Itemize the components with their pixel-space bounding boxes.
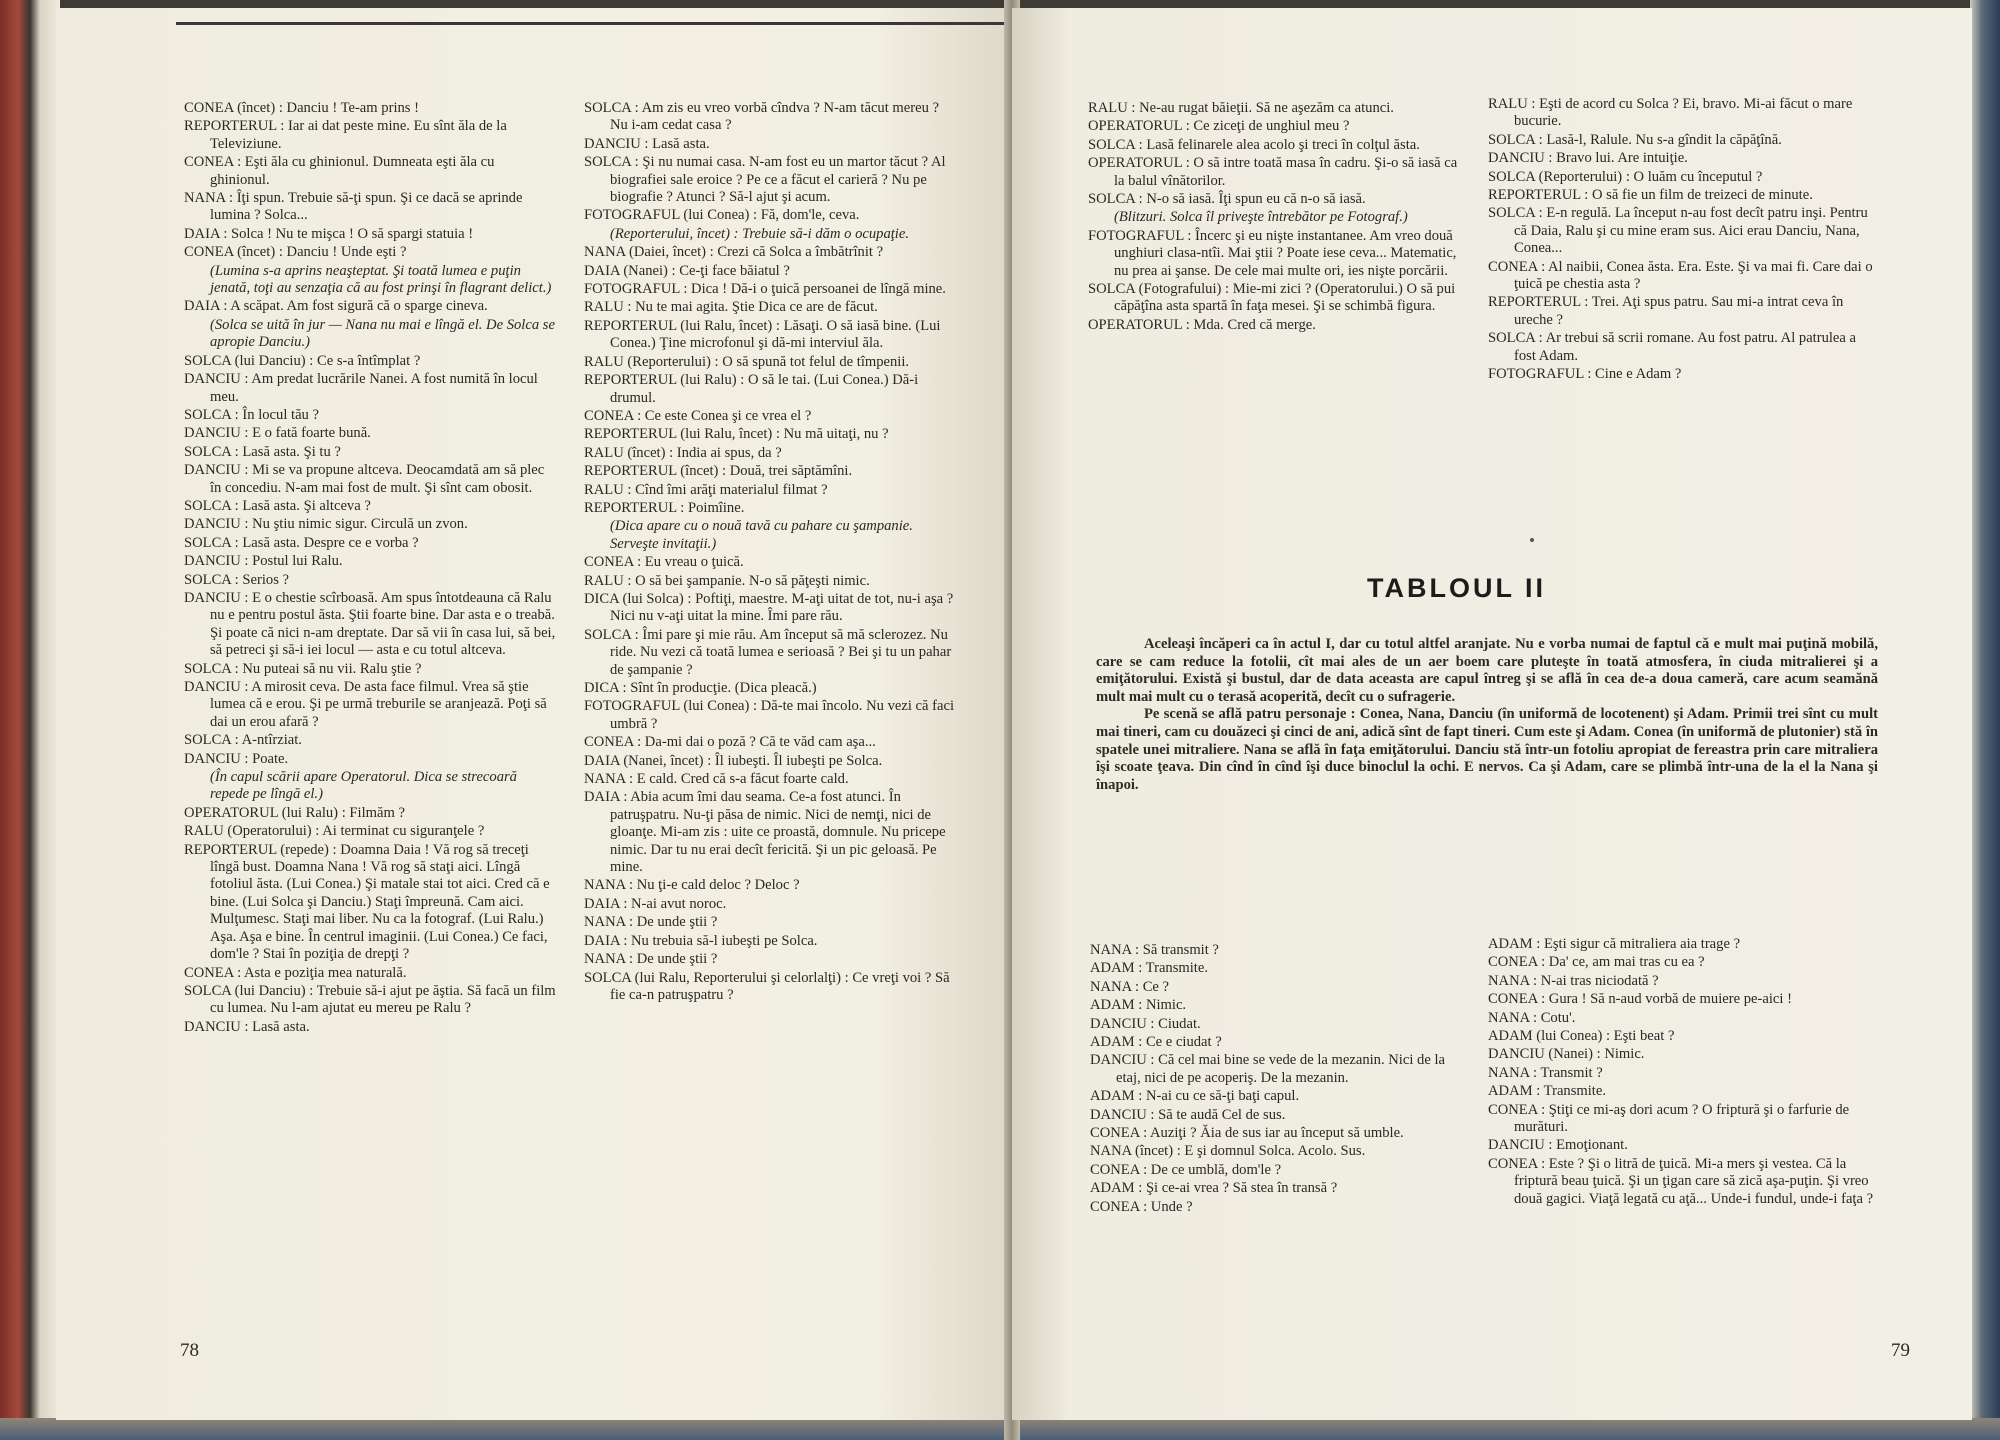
dialogue-line: NANA (încet) : E şi domnul Solca. Acolo. Sus. <box>1090 1143 1366 1160</box>
right-page-column-3 <box>1090 942 1462 1217</box>
dialogue-line: NANA : Îţi spun. Trebuie să-ţi spun. Şi ce dacă se aprinde lumina ? Solca... <box>184 190 523 224</box>
dialogue-line: NANA : Să transmit ? <box>1090 942 1219 958</box>
right-page <box>1012 8 1972 1420</box>
dialogue-line: DANCIU : Ciudat. <box>1090 1015 1201 1032</box>
dialogue-line: REPORTERUL : O să fie un film de treizeci de minute. <box>1488 187 1813 204</box>
dialogue-line: SOLCA (lui Danciu) : Ce s-a întîmplat ? <box>184 352 421 369</box>
dialogue-line: ADAM : Şi ce-ai vrea ? Să stea în transă ? <box>1090 1180 1338 1197</box>
dialogue-line: DANCIU : Că cel mai bine se vede de la mezanin. Nici de la etaj, nici de pe acoperiş. De la mezanin. <box>1090 1052 1445 1086</box>
dialogue-line: NANA : De unde ştii ? <box>584 951 718 968</box>
left-page-column-2 <box>584 100 960 1005</box>
right-page-column-4 <box>1488 936 1874 1209</box>
dialogue-line: CONEA : Eu vreau o ţuică. <box>584 554 744 571</box>
dialogue-line: ADAM (lui Conea) : Eşti beat ? <box>1488 1028 1675 1045</box>
dialogue-line: NANA (Daiei, încet) : Crezi că Solca a îmbătrînit ? <box>584 244 884 261</box>
dialogue-line: FOTOGRAFUL : Dica ! Dă-i o ţuică persoanei de lîngă mine. <box>584 281 946 298</box>
page-number-right: 79 <box>1891 1340 1910 1361</box>
dialogue-line: SOLCA : Ar trebui să scrii romane. Au fost patru. Al patrulea a fost Adam. <box>1488 330 1857 364</box>
dialogue-line: SOLCA : Lasă asta. Şi tu ? <box>184 443 341 460</box>
description-paragraph: Pe scenă se află patru personaje : Conea, Nana, Danciu (în uniformă de locotenent) şi Adam. Primii trei sînt cu mult mai tineri, cam cu douăzeci şi cinci de ani, adică sînt de fapt tineri. Cum este şi Adam. Conea (în uniformă de plutonier) stă în spatele unei mitraliere. Nana se află în faţa emiţătorului. Danciu stă într-un fotoliu apropiat de fereastra prin care mitraliera îşi scoate ţeava. Din cînd în cînd îşi duce binoclul la ochi. E nervos. Ca şi Adam, care se plimbă într-una de la el la Nana şi înapoi. <box>1096 706 1878 793</box>
dialogue-line: NANA : Cotu'. <box>1488 1009 1576 1026</box>
dialogue-line: DANCIU (Nanei) : Nimic. <box>1488 1046 1645 1063</box>
dialogue-line: DAIA (Nanei) : Ce-ţi face băiatul ? <box>584 262 790 279</box>
dialogue-line: DAIA : Solca ! Nu te mişca ! O să spargi statuia ! <box>184 225 474 242</box>
dialogue-line: REPORTERUL : Poimîine. <box>584 499 745 516</box>
dialogue-line: NANA : De unde ştii ? <box>584 914 718 931</box>
dialogue-line: DANCIU : Poate. <box>184 750 289 767</box>
dialogue-line: CONEA : Unde ? <box>1090 1198 1193 1215</box>
dialogue-line: SOLCA : Îmi pare şi mie rău. Am început să mă sclerozez. Nu ride. Nu vezi că toată lumea e serioasă ? Bei şi tu un pahar de şampanie ? <box>584 626 952 678</box>
right-page-column-1 <box>1088 100 1464 335</box>
dialogue-line: REPORTERUL : Trei. Aţi spus patru. Sau mi-a intrat ceva în ureche ? <box>1488 294 1844 328</box>
left-page <box>56 8 1016 1420</box>
dialogue-line: SOLCA : Serios ? <box>184 571 289 588</box>
dialogue-line: CONEA : Da' ce, am mai tras cu ea ? <box>1488 954 1705 971</box>
dialogue-line: ADAM : Eşti sigur că mitraliera aia trage ? <box>1488 936 1741 952</box>
top-rule <box>176 22 1016 25</box>
dialogue-line: NANA : Nu ţi-e cald deloc ? Deloc ? <box>584 877 800 894</box>
dialogue-line: ADAM : Transmite. <box>1090 960 1208 977</box>
dialogue-line: RALU : Eşti de acord cu Solca ? Ei, bravo. Mi-ai făcut o mare bucurie. <box>1488 96 1853 130</box>
dialogue-line: SOLCA : Lasă-l, Ralule. Nu s-a gîndit la căpăţînă. <box>1488 131 1782 148</box>
dialogue-line: SOLCA : În locul tău ? <box>184 406 319 423</box>
left-page-column-1 <box>184 100 556 1037</box>
dialogue-line: DANCIU : Am predat lucrările Nanei. A fost numită în locul meu. <box>184 371 538 405</box>
dialogue-line: FOTOGRAFUL (lui Conea) : Fă, dom'le, ceva. <box>584 207 860 224</box>
dialogue-line: SOLCA (lui Danciu) : Trebuie să-i ajut pe ăştia. Să facă un film cu lumea. Nu l-am ajutat eu mereu pe Ralu ? <box>184 982 556 1017</box>
dialogue-line: NANA : Ce ? <box>1090 978 1170 995</box>
dialogue-line: SOLCA : Şi nu numai casa. N-am fost eu un martor tăcut ? Al biografiei sale eroice ? Pe ce a făcut el carieră ? Nu pe biografie ? Atunci ? Să-l ajut şi acum. <box>584 154 946 206</box>
dialogue-line: RALU : Nu te mai agita. Ştie Dica ce are de făcut. <box>584 299 878 316</box>
dialogue-line: CONEA : Asta e poziţia mea naturală. <box>184 964 407 981</box>
stage-direction: (Dica apare cu o nouă tavă cu pahare cu şampanie. Serveşte invitaţii.) <box>610 518 913 552</box>
dialogue-line: DANCIU : Bravo lui. Are intuiţie. <box>1488 150 1688 167</box>
dialogue-line: SOLCA : Nu puteai să nu vii. Ralu ştie ? <box>184 660 422 677</box>
book-cover-bottom-edge <box>0 1418 2000 1440</box>
dialogue-line: REPORTERUL : Iar ai dat peste mine. Eu sînt ăla de la Televiziune. <box>184 118 507 152</box>
dialogue-line: DANCIU : E o chestie scîrboasă. Am spus întotdeauna că Ralu nu e pentru postul ăsta. Ştii foarte bine. Dar asta e o treabă. Şi poate că nici n-am dreptate. Dar să vii în casa lui, să bei, să petreci şi să-i iei locul — asta e cu totul altceva. <box>184 589 556 659</box>
dialogue-line: CONEA : Al naibii, Conea ăsta. Era. Este. Şi va mai fi. Care dai o ţuică pe chestia asta ? <box>1488 258 1873 293</box>
dialogue-line: REPORTERUL (încet) : Două, trei săptămîni. <box>584 463 853 480</box>
dialogue-line: RALU (Reporterului) : O să spună tot felul de tîmpenii. <box>584 353 910 370</box>
dialogue-line: RALU (Operatorului) : Ai terminat cu siguranţele ? <box>184 823 485 840</box>
dialogue-line: SOLCA : Lasă asta. Despre ce e vorba ? <box>184 534 419 551</box>
dialogue-line: NANA : E cald. Cred că s-a făcut foarte cald. <box>584 771 849 788</box>
dialogue-line: CONEA : Ce este Conea şi ce vrea el ? <box>584 407 812 424</box>
dialogue-line: REPORTERUL (lui Ralu, încet) : Lăsaţi. O să iasă bine. (Lui Conea.) Ţine microfonul şi dă-mi interviul ăla. <box>584 317 941 352</box>
dialogue-line: FOTOGRAFUL (lui Conea) : Dă-te mai încolo. Nu vezi că faci umbră ? <box>584 698 955 732</box>
dialogue-line: FOTOGRAFUL : Încerc şi eu nişte instantanee. Am vreo două unghiuri clasa-ntîi. Mai ştii ? Poate iese ceva... Matematic, nu prea ai şanse. De cele mai multe ori, ies nişte porcării. <box>1088 227 1457 279</box>
dialogue-line: CONEA : Gura ! Să n-aud vorbă de muiere pe-aici ! <box>1488 991 1792 1008</box>
dialogue-line: ADAM : Transmite. <box>1488 1083 1606 1100</box>
dialogue-line: FOTOGRAFUL : Cine e Adam ? <box>1488 366 1682 383</box>
dialogue-line: ADAM : N-ai cu ce să-ţi baţi capul. <box>1090 1088 1300 1105</box>
stage-direction: (Lumina s-a aprins neaşteptat. Şi toată lumea e puţin jenată, toţi au senzaţia că au fost prinşi în flagrant delict.) <box>210 262 552 297</box>
dialogue-line: REPORTERUL (repede) : Doamna Daia ! Vă rog să treceţi lîngă bust. Doamna Nana ! Vă rog să staţi aici. Lîngă fotoliul ăsta. (Lui Conea.) Şi matale stai tot aici. Cred că e bine. (Lui Solca şi Danciu.) Staţi împreună. Cam aici. Mulţumesc. Staţi mai liber. Nu ca la fotograf. (Lui Ralu.) Aşa. Aşa e bine. În centrul imaginii. (Lui Conea.) Ce faci, dom'le ? Stai în poziţia de drepţi ? <box>184 841 550 963</box>
dialogue-line: SOLCA : N-o să iasă. Îţi spun eu că n-o să iasă. <box>1088 191 1366 208</box>
dialogue-line: OPERATORUL : O să intre toată masa în cadru. Şi-o să iasă ca la balul vînătorilor. <box>1088 155 1458 189</box>
dialogue-line: SOLCA : Lasă felinarele alea acolo şi treci în colţul ăsta. <box>1088 136 1420 153</box>
dialogue-line: RALU : Cînd îmi arăţi materialul filmat ? <box>584 481 828 498</box>
dialogue-line: OPERATORUL (lui Ralu) : Filmăm ? <box>184 804 405 821</box>
dialogue-line: DAIA : Nu trebuia să-l iubeşti pe Solca. <box>584 932 818 949</box>
dialogue-line: DAIA : N-ai avut noroc. <box>584 895 727 912</box>
dialogue-line: CONEA : Este ? Şi o litră de ţuică. Mi-a mers şi vestea. Că la friptură beau ţuică. Şi un ţigan care să zică aşa-puţin. Şi vreo două gagici. Viaţă legată cu aţă... Unde-i fundul, unde-i faţa ? <box>1488 1155 1874 1207</box>
dialogue-line: NANA : N-ai tras niciodată ? <box>1488 972 1659 989</box>
dialogue-line: DANCIU : Să te audă Cel de sus. <box>1090 1106 1286 1123</box>
dialogue-line: DANCIU : A mirosit ceva. De asta face filmul. Vrea să ştie lumea că e erou. Şi pe urmă treburile se aranjează. Poţi să dai un erou afară ? <box>184 679 547 730</box>
page-number-left: 78 <box>180 1340 199 1361</box>
dialogue-line: DAIA (Nanei, încet) : Îl iubeşti. Îl iubeşti pe Solca. <box>584 752 883 769</box>
dialogue-line: REPORTERUL (lui Ralu, încet) : Nu mă uitaţi, nu ? <box>584 426 889 443</box>
dialogue-line: DANCIU : Lasă asta. <box>584 135 710 152</box>
dialogue-line: CONEA : Da-mi dai o poză ? Că te văd cam aşa... <box>584 734 876 751</box>
dialogue-line: RALU : O să bei şampanie. N-o să păţeşti nimic. <box>584 572 870 589</box>
dialogue-line: REPORTERUL (lui Ralu) : O să le tai. (Lui Conea.) Dă-i drumul. <box>584 372 919 406</box>
dialogue-line: OPERATORUL : Ce ziceţi de unghiul meu ? <box>1088 118 1350 135</box>
dialogue-line: ADAM : Nimic. <box>1090 997 1187 1014</box>
dialogue-line: CONEA : Auziţi ? Ăia de sus iar au început să umble. <box>1090 1125 1404 1142</box>
dialogue-line: CONEA : De ce umblă, dom'le ? <box>1090 1161 1282 1178</box>
dialogue-line: CONEA : Eşti ăla cu ghinionul. Dumneata eşti ăla cu ghinionul. <box>184 154 495 188</box>
dialogue-line: OPERATORUL : Mda. Cred că merge. <box>1088 316 1316 333</box>
dialogue-line: DAIA : Abia acum îmi dau seama. Ce-a fost atunci. În patruşpatru. Nu-ţi păsa de nimic. Nici de nemţi, nici de gloanţe. Mi-am zis : uite ce proastă, domnule. Nu pricepe nimic. Dar tu nu erai decît fericită. Şi un pic geloasă. Pe mine. <box>584 789 946 876</box>
dialogue-line: ADAM : Ce e ciudat ? <box>1090 1034 1222 1051</box>
tablou-title: TABLOUL II <box>1367 573 1546 603</box>
scene-description <box>1096 636 1878 794</box>
dialogue-line: DAIA : A scăpat. Am fost sigură că o sparge cineva. <box>184 298 488 315</box>
dialogue-line: DANCIU : Lasă asta. <box>184 1018 310 1035</box>
dialogue-line: SOLCA : Am zis eu vreo vorbă cîndva ? N-am tăcut mereu ? Nu i-am cedat casa ? <box>584 100 940 134</box>
dialogue-line: SOLCA (Reporterului) : O luăm cu începutul ? <box>1488 168 1763 185</box>
right-page-column-2 <box>1488 96 1874 385</box>
dialogue-line: SOLCA : Lasă asta. Şi altceva ? <box>184 497 371 514</box>
book-cover-left-edge <box>0 0 60 1440</box>
stage-direction: (În capul scării apare Operatorul. Dica se strecoară repede pe lîngă el.) <box>210 769 517 803</box>
stage-direction: (Solca se uită în jur — Nana nu mai e lîngă el. De Solca se apropie Danciu.) <box>210 316 555 351</box>
dialogue-line: DANCIU : Emoţionant. <box>1488 1137 1628 1154</box>
stage-direction: (Blitzuri. Solca îl priveşte întrebător pe Fotograf.) <box>1114 209 1408 226</box>
dialogue-line: DANCIU : E o fată foarte bună. <box>184 425 371 442</box>
ink-dot <box>1530 538 1534 542</box>
dialogue-line: DICA (lui Solca) : Poftiţi, maestre. M-aţi uitat de tot, nu-i aşa ? Nici nu v-aţi uitat la mine. Îmi pare rău. <box>584 590 954 625</box>
stage-direction: (Reporterului, încet) : Trebuie să-i dăm o ocupaţie. <box>610 225 909 242</box>
description-paragraph: Aceleaşi încăperi ca în actul I, dar cu totul altfel aranjate. Nu e vorba numai de faptul că e mult mai puţină mobilă, care se cam reduce la fotolii, cît mai ales de un aer boem care pluteşte în toată atmosfera, în ciuda mitralierei şi a emiţătorului. Există şi bustul, dar de data aceasta are capul întreg şi se află în cea de-a doua cameră, care acum seamănă mult mai mult cu o terasă acoperită, decît cu o sufragerie. <box>1096 636 1878 705</box>
dialogue-line: SOLCA (lui Ralu, Reporterului şi celorlalţi) : Ce vreţi voi ? Să fie ca-n patruşpatru ? <box>584 969 950 1003</box>
dialogue-line: SOLCA (Fotografului) : Mie-mi zici ? (Operatorului.) O să pui căpăţîna asta spartă în faţa mesei. Şi se schimbă figura. <box>1088 281 1456 315</box>
dialogue-line: CONEA (încet) : Danciu ! Unde eşti ? <box>184 244 407 261</box>
dialogue-line: SOLCA : E-n regulă. La început n-au fost decît patru inşi. Pentru că Daia, Ralu şi cu mine eram sus. Aici erau Danciu, Nana, Conea... <box>1488 205 1868 257</box>
dialogue-line: CONEA : Ştiţi ce mi-aş dori acum ? O friptură şi o farfurie de murături. <box>1488 1101 1850 1136</box>
dialogue-line: CONEA (încet) : Danciu ! Te-am prins ! <box>184 100 419 116</box>
dialogue-line: RALU (încet) : India ai spus, da ? <box>584 444 782 461</box>
dialogue-line: DANCIU : Postul lui Ralu. <box>184 553 343 570</box>
dialogue-line: SOLCA : A-ntîrziat. <box>184 732 302 749</box>
dialogue-line: DICA : Sînt în producţie. (Dica pleacă.) <box>584 680 817 696</box>
dialogue-line: DANCIU : Nu ştiu nimic sigur. Circulă un zvon. <box>184 516 468 533</box>
book-cover-right-edge <box>1970 0 2000 1440</box>
dialogue-line: RALU : Ne-au rugat băieţii. Să ne aşezăm ca atunci. <box>1088 100 1394 116</box>
dialogue-line: NANA : Transmit ? <box>1488 1064 1603 1081</box>
dialogue-line: DANCIU : Mi se va propune altceva. Deocamdată am să plec în concediu. N-am mai fost de mult. Şi sînt cam obosit. <box>184 462 545 496</box>
